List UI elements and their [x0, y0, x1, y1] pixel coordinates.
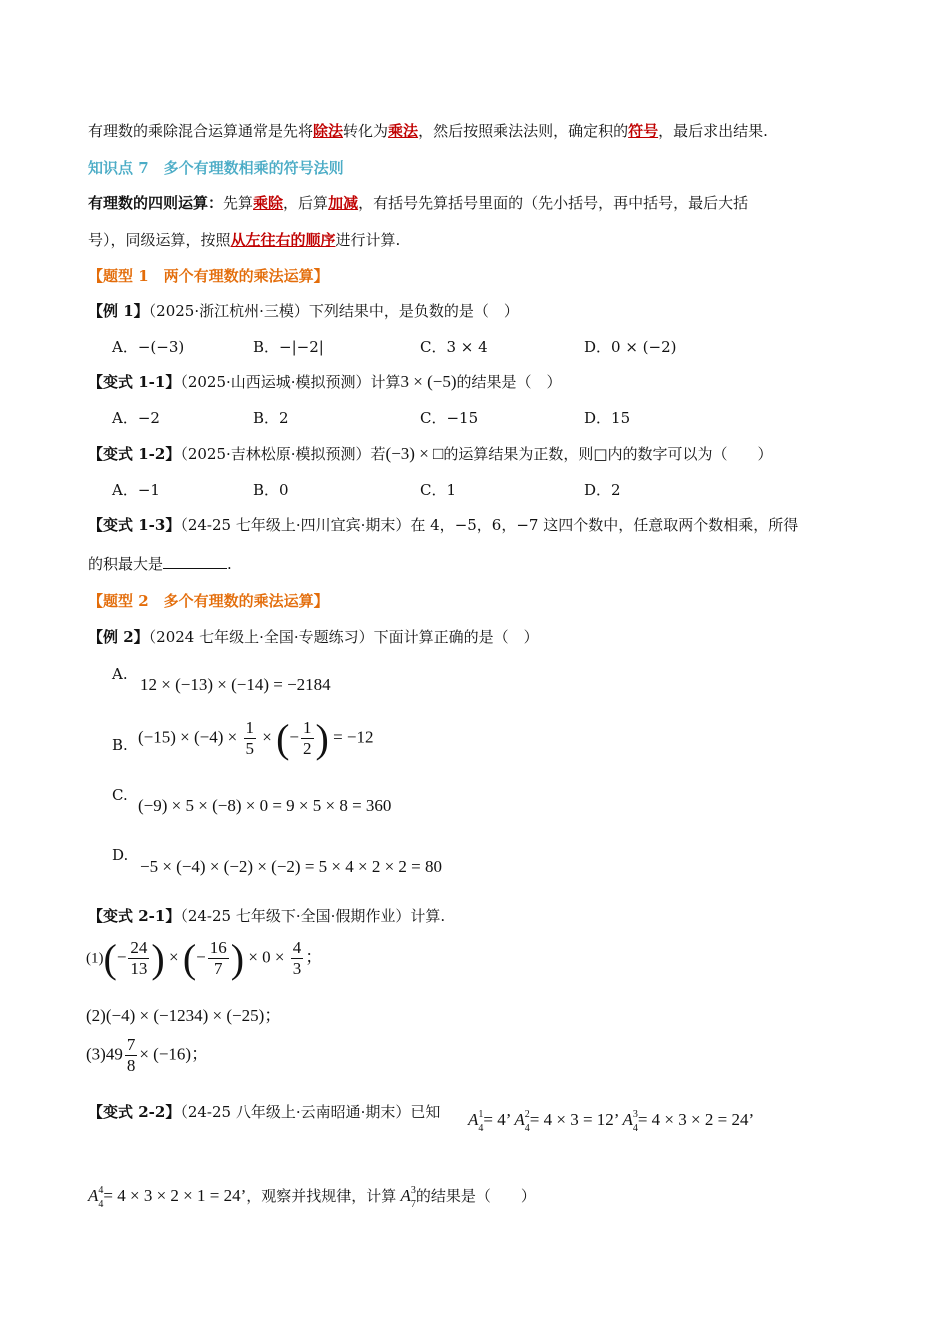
math-part: × 0 × [248, 947, 285, 967]
denominator: 2 [303, 739, 312, 758]
variant-2-2-question [88, 1101, 440, 1122]
question-text: （24-25 七年级上·四川宜宾·期末）在 4，−5，6，−7 这四个数中，任意取两个数相乘，所得 [180, 516, 799, 534]
type1-heading: 【题型 1 两个有理数的乘法运算】 [88, 267, 329, 285]
denominator: 13 [130, 959, 148, 978]
example2-option-c-label: C. [112, 786, 128, 804]
intro-paragraph [88, 120, 768, 141]
superscript: 3 [632, 1109, 638, 1120]
keyword-add-sub: 加减 [328, 194, 359, 212]
rule-paragraph [88, 192, 748, 213]
denominator: 3 [292, 959, 302, 978]
left-paren: ( [182, 936, 197, 981]
numerator: 1 [303, 718, 312, 737]
math-part: = −12 [333, 727, 374, 747]
item-label: (1) [86, 950, 104, 967]
question-text: （2025·浙江杭州·三模）下列结果中，是负数的是（ ） [148, 302, 519, 320]
right-paren: ) [315, 716, 329, 761]
keyword-left-to-right: 从左往右的顺序 [230, 231, 336, 249]
variant-1-3-question-cont [88, 553, 232, 574]
variant-label: 【变式 2-2】 [88, 1103, 181, 1121]
subscript: 4 [632, 1123, 638, 1134]
separator: ’ [748, 1110, 755, 1129]
example1-option-b: B．−|−2| [253, 338, 324, 356]
variant-1-2-option-c: C．1 [420, 481, 457, 499]
type2-heading: 【题型 2 多个有理数的乘法运算】 [88, 592, 329, 610]
question-text: ，观察并找规律，计算 [246, 1189, 397, 1205]
variant-1-3-question [88, 514, 798, 535]
answer-blank[interactable] [163, 568, 227, 569]
variant-1-1-option-b: B．2 [253, 409, 289, 427]
keyword-multiplication: 乘法 [388, 122, 419, 140]
variant-label: 【变式 1-3】 [88, 516, 181, 534]
question-text: （24-25 七年级下·全国·假期作业）计算. [180, 907, 446, 925]
question-text: （2025·吉林松原·模拟预测）若 [180, 445, 386, 463]
question-text: 的结果是（ ） [456, 373, 562, 391]
numerator: 7 [126, 1035, 136, 1054]
math-part: (−15) × (−4) × [138, 727, 238, 747]
keyword-mul-div: 乘除 [253, 194, 284, 212]
variant-2-2-line2 [88, 1185, 536, 1210]
math-part: − [289, 727, 300, 747]
fraction [291, 938, 304, 979]
variant-label: 【变式 2-1】 [88, 907, 181, 925]
intro-text: ，最后求出结果. [658, 122, 768, 140]
example1-option-d: D．0 × (−2) [584, 338, 677, 356]
fraction [244, 718, 257, 759]
math-expression: (−3) × □ [385, 444, 444, 463]
subscript: 4 [98, 1199, 104, 1210]
numerator: 4 [292, 938, 302, 957]
subscript: 7 [410, 1199, 416, 1210]
rule-title: 有理数的四则运算： [88, 194, 224, 212]
numerator: 1 [245, 718, 254, 737]
question-text: 的运算结果为正数，则□内的数字可以为（ ） [443, 445, 773, 463]
intro-text: 有理数的乘除混合运算通常是先将 [88, 122, 314, 140]
intro-text: ，然后按照乘法法则，确定积的 [418, 122, 629, 140]
example-label: 【例 2】 [88, 628, 149, 646]
math-part: = 4 × 3 × 2 = 24 [637, 1110, 749, 1129]
rule-text: 进行计算. [335, 231, 401, 249]
variant-1-2-question [88, 443, 773, 464]
denominator: 7 [214, 959, 223, 978]
example2-option-a-label: A. [112, 665, 128, 683]
rule-text: ，有括号先算括号里面的（先小括号，再中括号，最后大括 [358, 194, 749, 212]
separator: ’ [240, 1186, 247, 1205]
keyword-division: 除法 [313, 122, 344, 140]
math-part: = 4 [483, 1110, 506, 1129]
variant-label: 【变式 1-2】 [88, 445, 181, 463]
fraction [128, 938, 149, 979]
example1-question [88, 300, 519, 321]
example1-option-c: C．3 × 4 [420, 338, 488, 356]
example2-option-b-expression [138, 715, 374, 762]
example2-question [88, 626, 539, 647]
math-letter: A [622, 1110, 633, 1129]
example2-option-d-expression: −5 × (−4) × (−2) × (−2) = 5 × 4 × 2 × 2 = 80 [140, 857, 443, 876]
fraction [208, 938, 229, 979]
rule-text: 先算 [223, 194, 254, 212]
math-part: ； [305, 947, 323, 967]
question-text: （2025·山西运城·模拟预测）计算 [180, 373, 401, 391]
math-letter: A [88, 1186, 99, 1205]
variant-2-1-item-1: (1)(− $\frac{24}{13}$ ) × (− $\frac{16}{7}$ ) × 0 × $\frac{4}{3}$ ； [86, 936, 323, 981]
denominator: 5 [245, 739, 254, 758]
variant-1-1-option-d: D．15 [584, 409, 631, 427]
variant-label: 【变式 1-1】 [88, 373, 181, 391]
fraction [301, 718, 314, 759]
example2-option-b-label: B. [112, 736, 128, 754]
intro-text: 转化为 [343, 122, 389, 140]
left-paren: ( [276, 716, 290, 761]
variant-1-1-option-c: C．−15 [420, 409, 479, 427]
denominator: 8 [126, 1056, 136, 1075]
variant-1-1-option-a: A．−2 [112, 409, 160, 427]
math-part: × [262, 727, 272, 747]
example2-option-a-expression: 12 × (−13) × (−14) = −2184 [140, 675, 331, 694]
superscript: 2 [524, 1109, 530, 1120]
math-letter: A [468, 1110, 479, 1129]
item-label: (3)49 [86, 1044, 123, 1064]
superscript: 4 [98, 1185, 104, 1196]
subscript: 4 [478, 1123, 484, 1134]
question-text: 的积最大是 [88, 555, 164, 573]
variant-2-1-item-3 [86, 1035, 208, 1076]
math-part: × (−16)； [139, 1044, 209, 1064]
math-expression: 3 × (−5) [400, 372, 457, 391]
math-part: = 4 × 3 × 2 × 1 = 24 [103, 1186, 241, 1205]
example2-option-d-label: D. [112, 846, 129, 864]
numerator: 24 [130, 938, 148, 957]
math-letter: A [514, 1110, 525, 1129]
right-paren: ) [151, 936, 165, 981]
subscript: 4 [524, 1123, 530, 1134]
question-text: . [227, 555, 232, 573]
question-text: 的结果是（ ） [415, 1189, 536, 1205]
knowledge-point-heading: 知识点 7 多个有理数相乘的符号法则 [88, 159, 344, 177]
variant-1-2-option-b: B．0 [253, 481, 289, 499]
numerator: 16 [209, 938, 227, 957]
separator: ’ [613, 1110, 619, 1129]
separator: ’ [505, 1110, 511, 1129]
superscript: 1 [478, 1109, 484, 1120]
math-part: = 4 × 3 = 12 [529, 1110, 614, 1129]
variant-2-2-formulas [468, 1109, 754, 1134]
fraction [125, 1035, 138, 1076]
left-paren: ( [103, 936, 117, 981]
variant-1-1-question [88, 371, 562, 392]
rule-text: 号），同级运算，按照 [88, 231, 231, 249]
superscript: 3 [410, 1185, 416, 1196]
variant-2-1-question [88, 905, 445, 926]
variant-2-1-item-2: (2)(−4) × (−1234) × (−25)； [86, 1006, 282, 1025]
rule-paragraph-cont [88, 229, 400, 250]
question-text: （24-25 八年级上·云南昭通·期末）已知 [180, 1103, 441, 1121]
right-paren: ) [230, 936, 245, 981]
example2-option-c-expression: (−9) × 5 × (−8) × 0 = 9 × 5 × 8 = 360 [138, 796, 392, 815]
example1-option-a: A．−(−3) [112, 338, 185, 356]
question-text: （2024 七年级上·全国·专题练习）下面计算正确的是（ ） [148, 628, 539, 646]
variant-1-2-option-d: D．2 [584, 481, 621, 499]
variant-1-2-option-a: A．−1 [112, 481, 160, 499]
math-letter: A [400, 1186, 411, 1205]
rule-text: ，后算 [283, 194, 329, 212]
example-label: 【例 1】 [88, 302, 149, 320]
keyword-sign: 符号 [628, 122, 659, 140]
